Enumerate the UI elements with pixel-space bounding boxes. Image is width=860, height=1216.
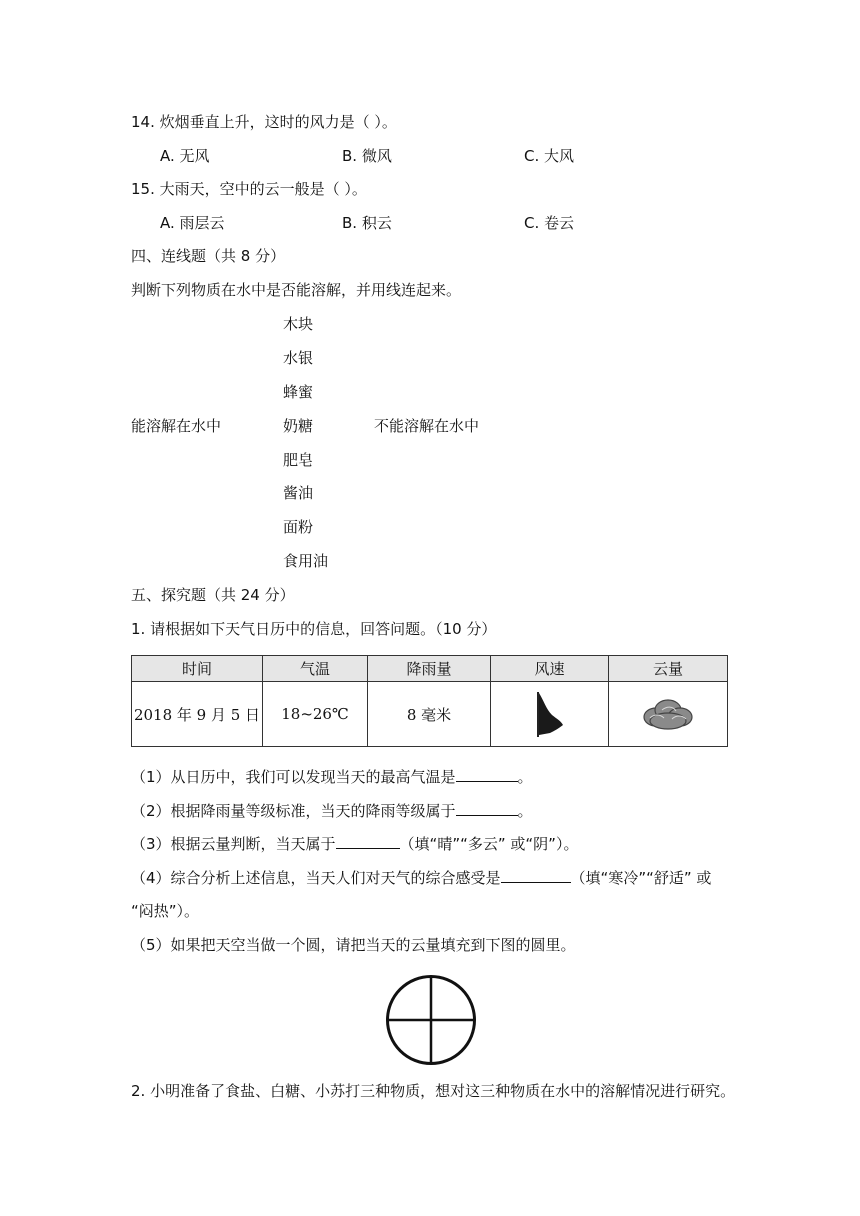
flag-wind-icon: [530, 689, 570, 739]
sub-question-4-cont: “闷热”）。: [131, 902, 200, 920]
cell-date: 2018 年 9 月 5 日: [132, 682, 263, 747]
q15-option-a: A. 雨层云: [160, 214, 225, 232]
q15-option-b: B. 积云: [342, 214, 392, 232]
question-5-2: 2. 小明准备了食盐、白糖、小苏打三种物质，想对这三种物质在水中的溶解情况进行研究。: [131, 1082, 736, 1100]
matching-left-label: 能溶解在水中: [131, 417, 222, 435]
weather-calendar-table: [131, 655, 728, 747]
sub-question-5: （5）如果把天空当做一个圆，请把当天的云量填充到下图的圆里。: [131, 936, 576, 954]
matching-right-label: 不能溶解在水中: [374, 417, 480, 435]
answer-blank-2[interactable]: [456, 800, 518, 816]
question-14: 14. 炊烟垂直上升，这时的风力是（ ）。: [131, 113, 397, 131]
header-temperature: 气温: [263, 656, 368, 682]
sub-question-1: [131, 766, 533, 787]
section-5-title: 五、探究题（共 24 分）: [131, 586, 295, 604]
answer-blank-4[interactable]: [501, 867, 571, 883]
matching-item: 食用油: [283, 552, 329, 570]
cell-cloud: [609, 682, 728, 747]
sub-question-2: [131, 800, 533, 821]
sub-question-4-hint: （填“寒冷”“舒适” 或: [570, 869, 712, 887]
sub-question-2-text: （2）根据降雨量等级标准，当天的降雨等级属于: [131, 802, 456, 820]
matching-item: 水银: [283, 349, 314, 367]
sub-question-1-text: （1）从日历中，我们可以发现当天的最高气温是: [131, 768, 456, 786]
q14-option-a: A. 无风: [160, 147, 210, 165]
sub-question-4-text: （4）综合分析上述信息，当天人们对天气的综合感受是: [131, 869, 501, 887]
sub-question-4: [131, 867, 711, 888]
matching-item: 面粉: [283, 518, 314, 536]
sub-question-3: [131, 833, 578, 854]
header-time: 时间: [132, 656, 263, 682]
section-4-instruction: 判断下列物质在水中是否能溶解，并用线连起来。: [131, 281, 462, 299]
header-rainfall: 降雨量: [368, 656, 491, 682]
q14-option-c: C. 大风: [524, 147, 575, 165]
header-wind-speed: 风速: [491, 656, 609, 682]
matching-item: 木块: [283, 315, 314, 333]
cell-temperature: 18~26℃: [263, 682, 368, 747]
cell-wind: [491, 682, 609, 747]
question-15: 15. 大雨天，空中的云一般是（ ）。: [131, 180, 367, 198]
table-row: [132, 682, 728, 747]
answer-blank-3[interactable]: [336, 833, 400, 849]
sub-question-3-hint: （填“晴”“多云” 或“阴”）。: [399, 835, 579, 853]
question-5-1: 1. 请根据如下天气日历中的信息，回答问题。（10 分）: [131, 620, 497, 638]
q14-option-b: B. 微风: [342, 147, 392, 165]
table-header-row: [132, 656, 728, 682]
sub-question-3-text: （3）根据云量判断，当天属于: [131, 835, 336, 853]
sky-cloud-circle[interactable]: [385, 974, 477, 1066]
q15-option-c: C. 卷云: [524, 214, 575, 232]
matching-item: 酱油: [283, 484, 314, 502]
matching-item: 肥皂: [283, 451, 314, 469]
sub-question-1-end: 。: [517, 768, 533, 786]
cloud-icon: [640, 696, 696, 732]
section-4-title: 四、连线题（共 8 分）: [131, 247, 286, 265]
matching-item: 奶糖: [283, 417, 314, 435]
matching-item: 蜂蜜: [283, 383, 314, 401]
cell-rainfall: 8 毫米: [368, 682, 491, 747]
answer-blank-1[interactable]: [456, 766, 518, 782]
header-cloud-cover: 云量: [609, 656, 728, 682]
sub-question-2-end: 。: [517, 802, 533, 820]
